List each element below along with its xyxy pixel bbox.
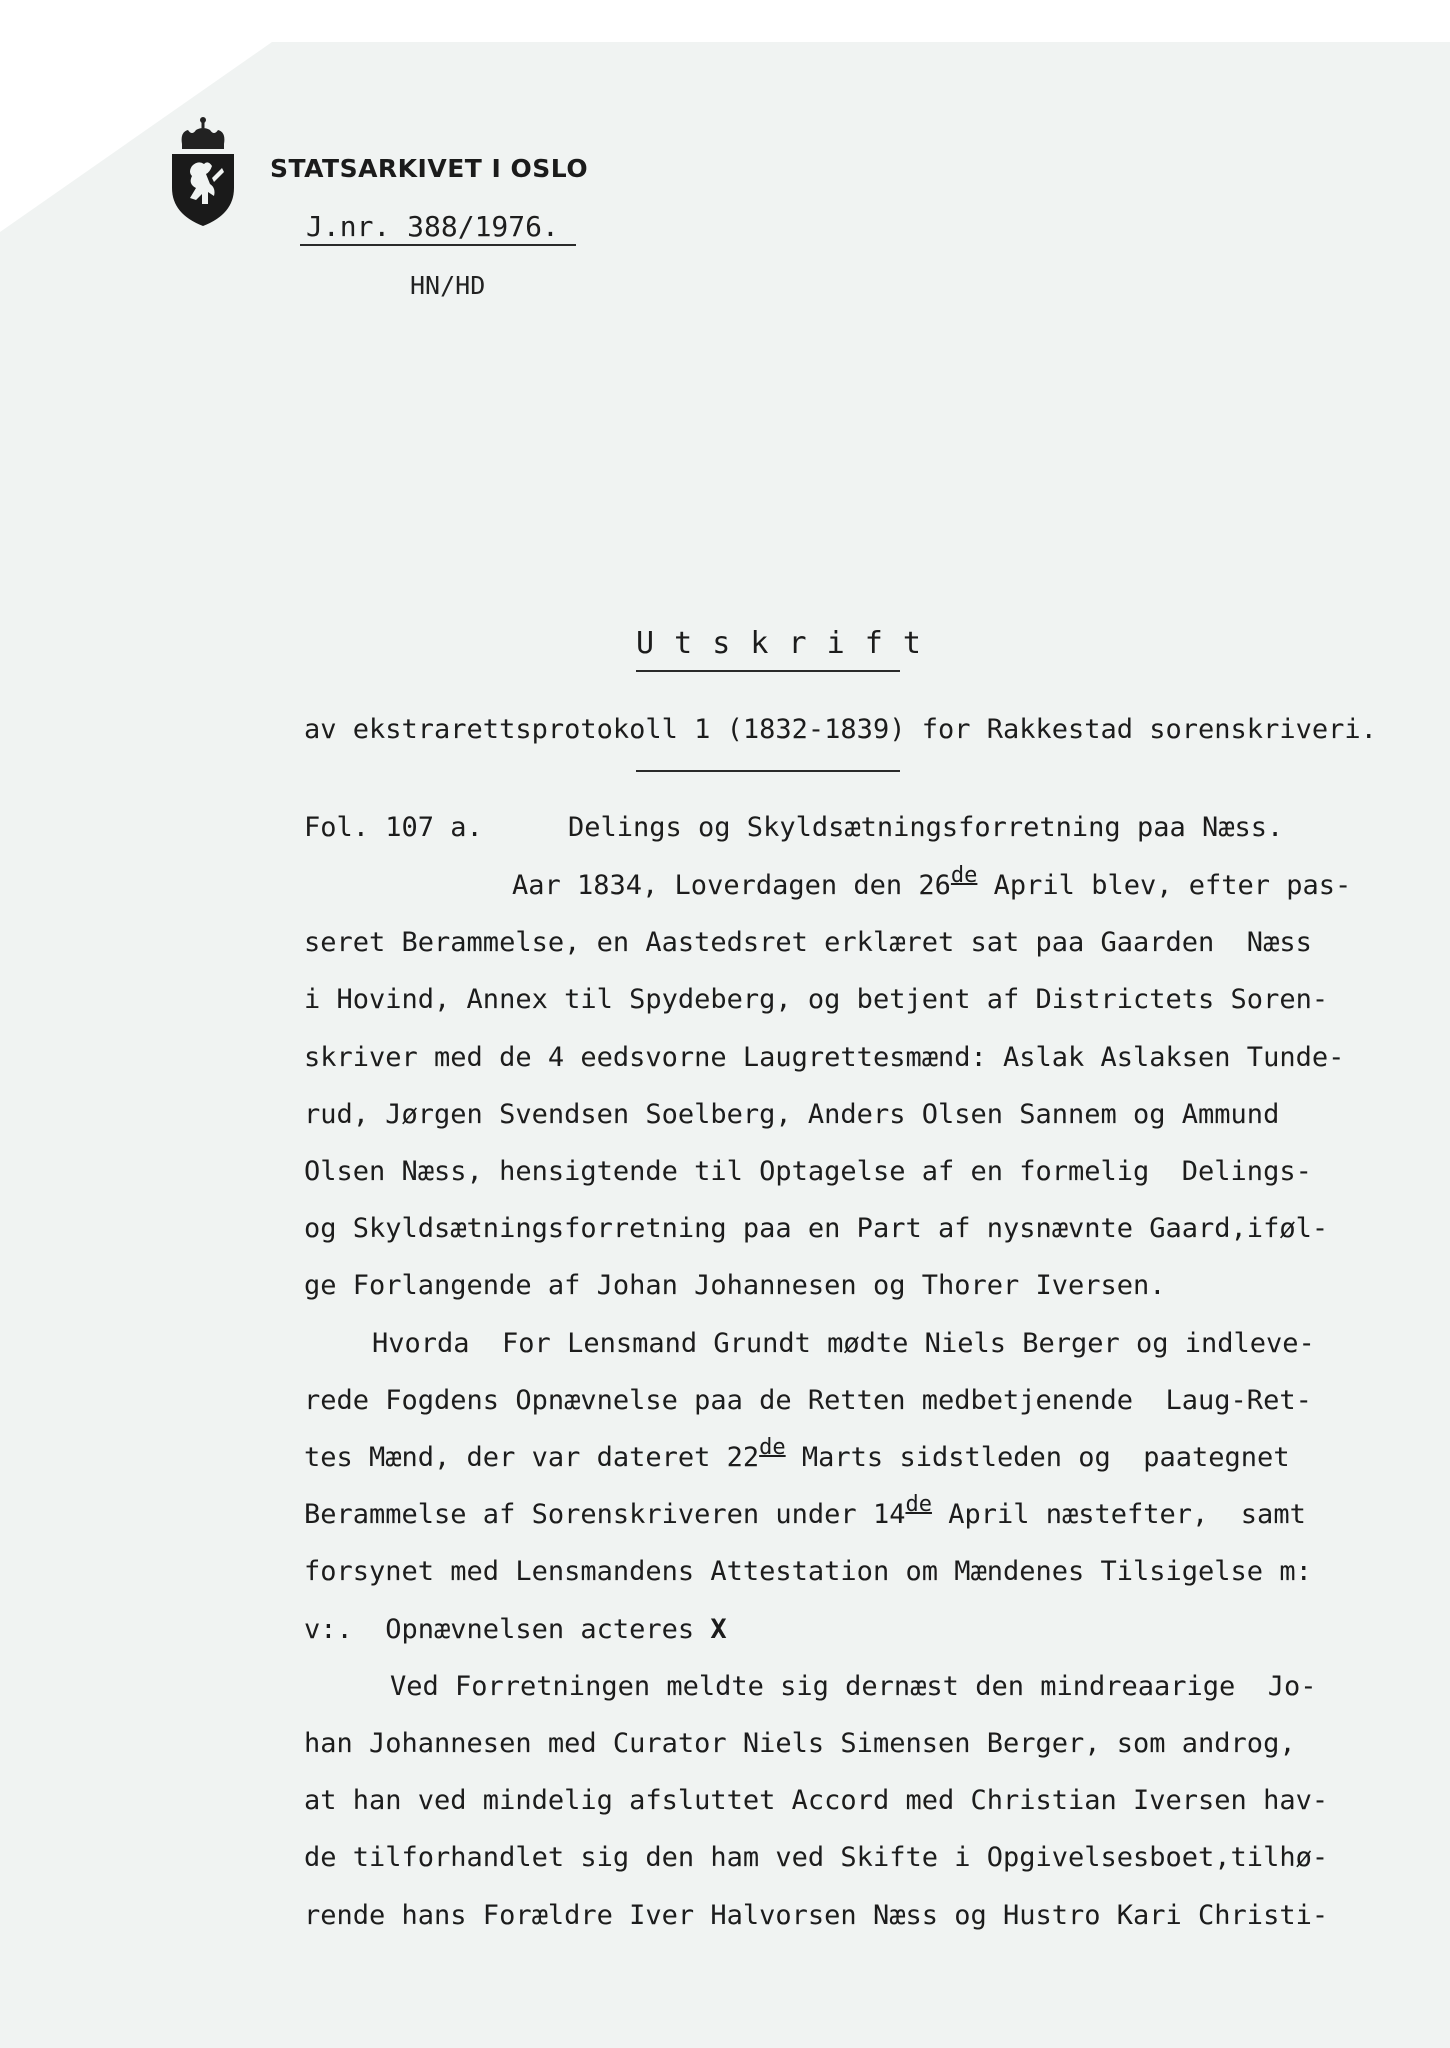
text-line-main: rede Fogdens Opnævnelse paa de Retten medbetjenende Laug-Ret- (304, 1385, 1312, 1416)
text-line-main: de tilforhandlet sig den ham ved Skifte i Opgivelsesboet,tilhø- (304, 1842, 1329, 1873)
initials: HN/HD (410, 271, 486, 300)
text-line-main: Aar 1834, Loverdagen den 26 (512, 870, 951, 901)
superscript-ordinal: de (759, 1435, 786, 1460)
archive-name: STATSARKIVET I OSLO (270, 154, 589, 183)
text-line (304, 1270, 1166, 1301)
coat-of-arms-icon (168, 114, 238, 228)
text-line-main: rud, Jørgen Svendsen Soelberg, Anders Olsen Sannem og Ammund (304, 1099, 1280, 1130)
text-line-main: seret Berammelse, en Aastedsret erklæret sat paa Gaarden Næss (304, 927, 1312, 958)
text-line (304, 1842, 1328, 1873)
text-line (372, 1328, 1315, 1359)
text-line (304, 1213, 1328, 1244)
text-line-main: Berammelse af Sorenskriveren under 14 (304, 1499, 906, 1530)
text-line (304, 984, 1328, 1015)
text-line-main: at han ved mindelig afsluttet Accord med Christian Iversen hav- (304, 1785, 1329, 1816)
text-line-main: i Hovind, Annex til Spydeberg, og betjent af Districtets Soren- (304, 984, 1329, 1015)
text-line-main: Ved Forretningen meldte sig dernæst den mindreaarige Jo- (390, 1671, 1317, 1702)
text-line-main: Olsen Næss, hensigtende til Optagelse af en formelig Delings- (304, 1156, 1312, 1187)
section-heading: Delings og Skyldsætningsforretning paa Næss. (568, 812, 1284, 843)
superscript-ordinal: de (905, 1492, 932, 1517)
journal-number: J.nr. 388/1976. (306, 210, 559, 243)
journal-number-underline (300, 244, 576, 246)
text-line-continuation: April næstefter, samt (931, 1499, 1306, 1530)
text-line-continuation: April blev, efter pas- (977, 870, 1352, 901)
text-line (390, 1671, 1317, 1702)
text-line (304, 1492, 1306, 1530)
superscript-ordinal: de (950, 863, 978, 888)
text-line (304, 927, 1312, 958)
document-title: U t s k r i f t (636, 626, 922, 661)
text-line-main: forsynet med Lensmandens Attestation om Mændenes Tilsigelse m: (304, 1556, 1312, 1587)
text-line (512, 863, 1352, 901)
subtitle-rule (636, 770, 900, 772)
document-subtitle: av ekstrarettsprotokoll 1 (1832-1839) for Rakkestad sorenskriveri. (304, 714, 1377, 745)
folio-heading-line (304, 812, 1283, 843)
text-line (304, 1556, 1312, 1587)
text-line-main: Hvorda For Lensmand Grundt mødte Niels Berger og indleve- (372, 1328, 1315, 1359)
text-line (304, 1156, 1312, 1187)
text-line-main: ge Forlangende af Johan Johannesen og Thorer Iversen. (304, 1270, 1166, 1301)
text-line (304, 1385, 1312, 1416)
text-line-main: rende hans Forældre Iver Halvorsen Næss og Hustro Kari Christi- (304, 1900, 1329, 1931)
text-line (304, 1435, 1290, 1473)
text-line (304, 1728, 1296, 1759)
text-line (304, 1785, 1328, 1816)
handwritten-mark: X (710, 1614, 727, 1645)
text-line-main: skriver med de 4 eedsvorne Laugrettesmænd: Aslak Aslaksen Tunde- (304, 1042, 1345, 1073)
text-line-main: og Skyldsætningsforretning paa en Part af nysnævnte Gaard,iføl- (304, 1213, 1329, 1244)
text-line (304, 1614, 727, 1645)
text-line-main: tes Mænd, der var dateret 22 (304, 1442, 760, 1473)
text-line (304, 1099, 1279, 1130)
text-line-continuation: Marts sidstleden og paategnet (785, 1442, 1290, 1473)
text-line (304, 1900, 1328, 1931)
text-line-main: han Johannesen med Curator Niels Simensen Berger, som androg, (304, 1728, 1296, 1759)
text-line-main: v:. Opnævnelsen acteres (304, 1614, 711, 1645)
folio-number: Fol. 107 a. (304, 812, 483, 843)
title-underline (636, 670, 900, 672)
text-line (304, 1042, 1344, 1073)
